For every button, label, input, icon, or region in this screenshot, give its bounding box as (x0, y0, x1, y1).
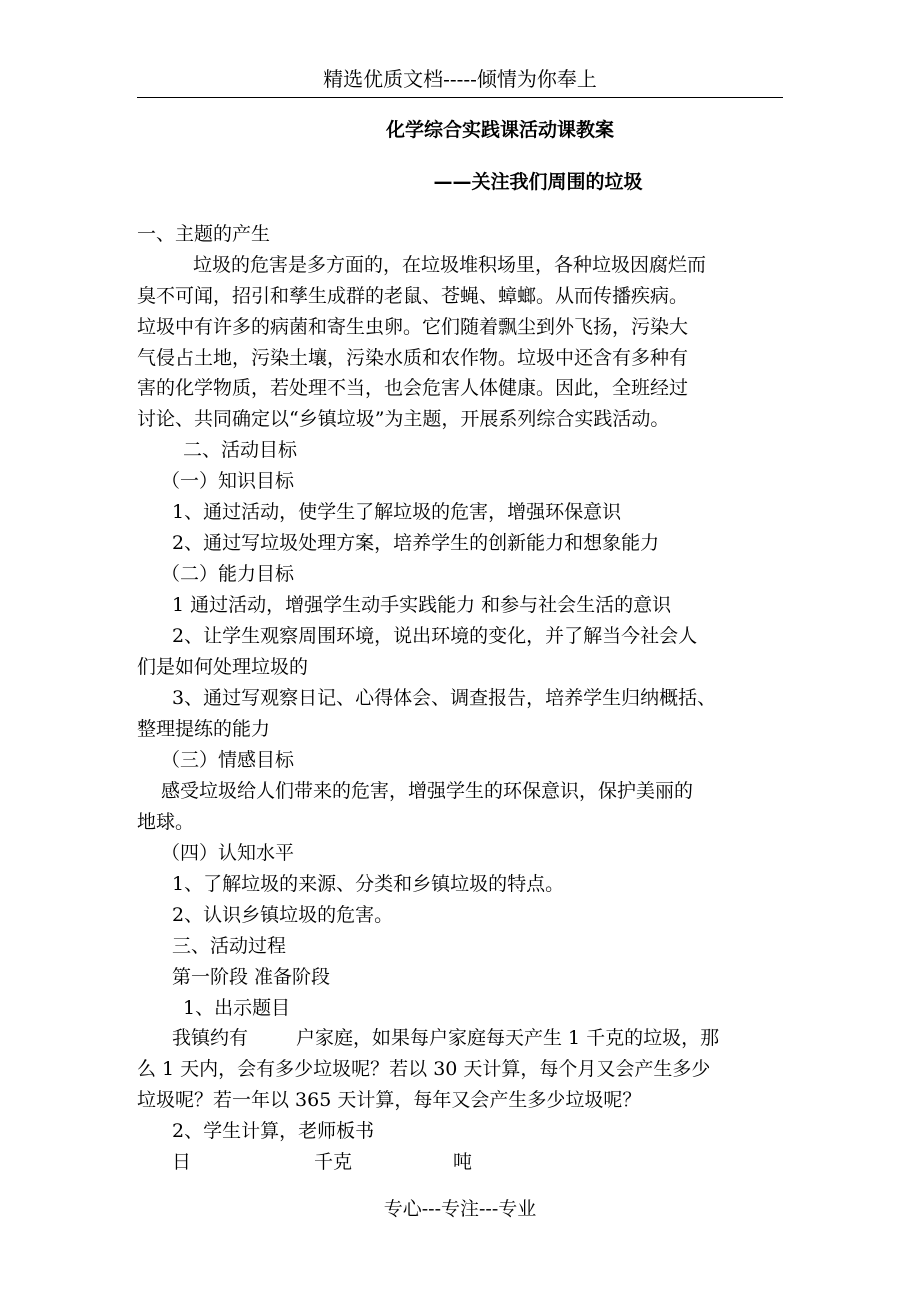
list-item: 2、通过写垃圾处理方案，培养学生的创新能力和想象能力 (172, 532, 660, 554)
section-heading-3: 三、活动过程 (172, 935, 287, 957)
table-header-day: 日 (172, 1151, 192, 1173)
paragraph-fragment: 我镇约有 (172, 1027, 249, 1049)
list-item: 3、通过写观察日记、心得体会、调查报告，培养学生归纳概括、 (172, 687, 717, 709)
paragraph-line: 垃圾呢？若一年以 365 天计算，每年又会产生多少垃圾呢？ (137, 1089, 642, 1111)
paragraph-line: 气侵占土地，污染土壤，污染水质和农作物。垃圾中还含有多种有 (137, 347, 689, 369)
stage-heading: 第一阶段 准备阶段 (172, 966, 331, 988)
table-header-ton: 吨 (453, 1151, 473, 1173)
subsection-heading: （一）知识目标 (161, 470, 295, 492)
list-item: 1、了解垃圾的来源、分类和乡镇垃圾的特点。 (172, 873, 565, 895)
list-item: 2、学生计算，老师板书 (172, 1120, 375, 1142)
paragraph-line: 地球。 (137, 811, 195, 833)
paragraph-line: 们是如何处理垃圾的 (137, 656, 309, 678)
subsection-heading: （二）能力目标 (161, 563, 295, 585)
list-item: 1、通过活动，使学生了解垃圾的危害，增强环保意识 (172, 501, 622, 523)
list-item: 2、让学生观察周围环境，说出环境的变化，并了解当今社会人 (172, 625, 698, 647)
table-header-kg: 千克 (314, 1151, 353, 1173)
section-heading-2: 二、活动目标 (183, 439, 298, 461)
document-title: 化学综合实践课活动课教案 (385, 119, 614, 141)
list-item: 2、认识乡镇垃圾的危害。 (172, 904, 394, 926)
document-subtitle: ——关注我们周围的垃圾 (433, 171, 643, 193)
subsection-heading: （三）情感目标 (161, 749, 295, 771)
paragraph-line: 讨论、共同确定以“乡镇垃圾”为主题，开展系列综合实践活动。 (137, 408, 670, 430)
paragraph-line: 垃圾中有许多的病菌和寄生虫卵。它们随着飘尘到外飞扬，污染大 (137, 316, 689, 338)
page-footer: 专心---专注---专业 (383, 1198, 537, 1220)
list-item: 1 通过活动，增强学生动手实践能力 和参与社会生活的意识 (172, 594, 672, 616)
paragraph-line: 整理提练的能力 (137, 718, 271, 740)
list-item: 1、出示题目 (183, 997, 291, 1019)
paragraph-line: 么 1 天内，会有多少垃圾呢？若以 30 天计算，每个月又会产生多少 (137, 1058, 711, 1080)
paragraph-fragment: 户家庭，如果每户家庭每天产生 1 千克的垃圾，那 (296, 1027, 720, 1049)
section-heading-1: 一、主题的产生 (137, 223, 271, 245)
paragraph-line: 臭不可闻，招引和孳生成群的老鼠、苍蝇、蟑螂。从而传播疾病。 (137, 285, 689, 307)
paragraph-line (172, 1023, 719, 1053)
subsection-heading: （四）认知水平 (161, 842, 295, 864)
paragraph-line: 感受垃圾给人们带来的危害，增强学生的环保意识，保护美丽的 (161, 780, 694, 802)
paragraph-line: 垃圾的危害是多方面的，在垃圾堆积场里，各种垃圾因腐烂而 (193, 254, 707, 276)
paragraph-line: 害的化学物质，若处理不当，也会危害人体健康。因此，全班经过 (137, 377, 689, 399)
page-header: 精选优质文档-----倾情为你奉上 (137, 64, 783, 98)
